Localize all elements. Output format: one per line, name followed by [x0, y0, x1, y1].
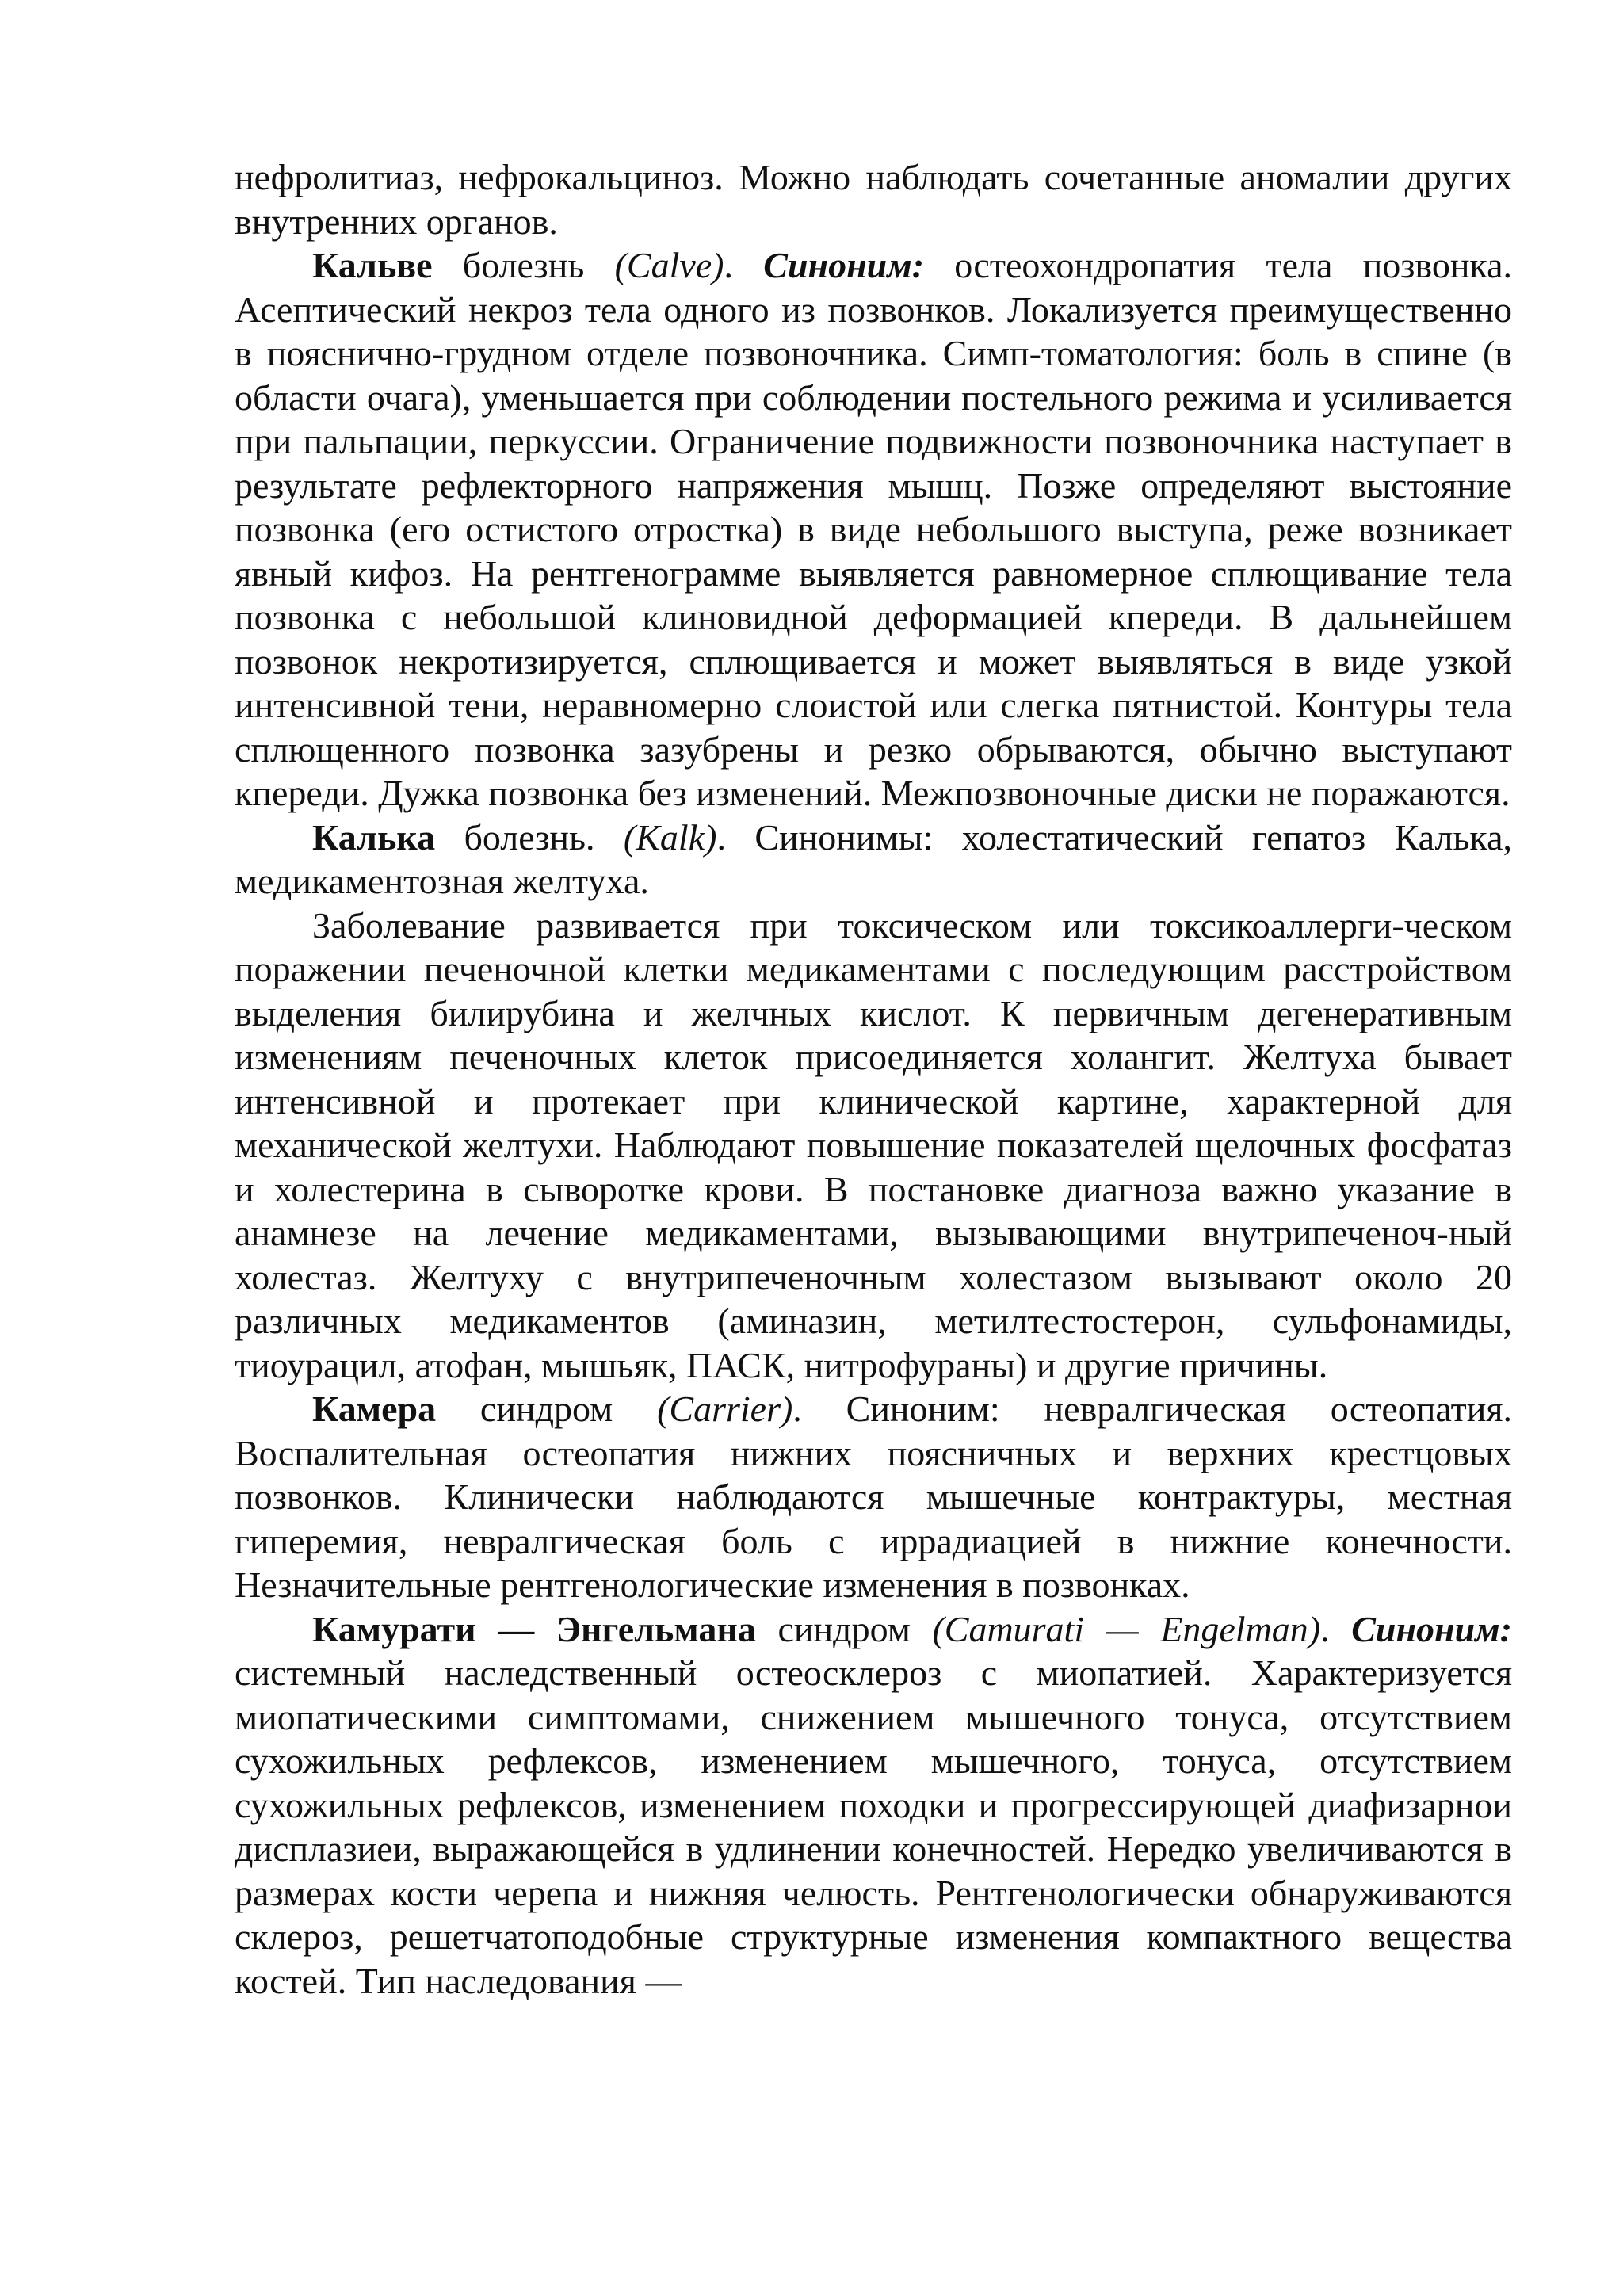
entry-text: системный наследственный остеосклероз с миопатией. Характеризуется миопатическими симптомами, снижением мышечного тонуса, отсутствием сухожильных рефлексов, изменением мышечного, тонуса, отсутствием сухожильных рефлексов, изменением походки и прогрессирующей диафизарнои дисплазиеи, выражающейся в удлинении конечностей. Нередко увеличиваются в размерах кости черепа и нижняя челюсть. Рентгенологически обнаруживаются склероз, решетчатоподобные структурные изменения компактного вещества костей. Тип наследования — [235, 1652, 1512, 2001]
entry-text: . Синонимы: холестатический гепатоз Калька, медикаментозная желтуха. [235, 816, 1513, 901]
entry-latin-name: (Camurati — Engelman) [932, 1608, 1321, 1649]
entry-separator: . [1320, 1608, 1352, 1649]
entry-camera [235, 1387, 1512, 1607]
entry-latin-name: (Calve) [614, 245, 724, 285]
entry-term: Камурати — Энгельмана [312, 1608, 756, 1649]
entry-term: Кальве [312, 245, 433, 285]
entry-type: болезнь [432, 245, 615, 285]
synonym-label: Синоним: [1351, 1608, 1512, 1649]
entry-text: остеохондропатия тела позвонка. Асептический некроз тела одного из позвонков. Локализуется преимущественно в пояснично-грудном отделе позвоночника. Симп-томатология: боль в спине (в области очага), уменьшается при соблюдении постельного режима и усиливается при пальпации, перкуссии. Ограничение подвижности позвоночника наступает в результате рефлекторного напряжения мышц. Позже определяют выстояние позвонка (его остистого отростка) в виде небольшого выступа, реже возникает явный кифоз. На рентгенограмме выявляется равномерное сплющивание тела позвонка с небольшой клиновидной деформацией кпереди. В дальнейшем позвонок некротизируется, сплющивается и может выявляться в виде узкой интенсивной тени, неравномерно слоистой или слегка пятнистой. Контуры тела сплющенного позвонка зазубрены и резко обрываются, обычно выступают кпереди. Дужка позвонка без изменений. Межпозвоночные диски не поражаются. [235, 245, 1513, 813]
entry-latin-name: (Carrier) [657, 1389, 793, 1429]
entry-type: синдром [436, 1389, 658, 1429]
entry-separator: . [724, 245, 764, 285]
synonym-label: Синоним: [763, 245, 925, 285]
entry-type: болезнь. [435, 816, 624, 858]
entry-latin-name: (Kalk) [623, 816, 717, 858]
entry-term: Калька [312, 816, 436, 858]
paragraph-text: Заболевание развивается при токсическом или токсикоаллерги-ческом поражении печеночной клетки медикаментами с последующим расстройством выделения билирубина и желчных кислот. К первичным дегенеративным изменениям печеночных клеток присоединяется холангит. Желтуха бывает интенсивной и протекает при клинической картине, характерной для механической желтухи. Наблюдают повышение показателей щелочных фосфатаз и холестерина в сыворотке крови. В постановке диагноза важно указание в анамнезе на лечение медикаментами, вызывающими внутрипеченоч-ный холестаз. Желтуху с внутрипеченочным холестазом вызывают около 20 различных медикаментов (аминазин, метилтестостерон, сульфонамиды, тиоурацил, атофан, мышьяк, ПАСК, нитрофураны) и другие причины. [235, 904, 1512, 1385]
paragraph-continuation [235, 155, 1512, 243]
entry-kalk [235, 816, 1512, 904]
paragraph-text: нефролитиаз, нефрокальциноз. Можно наблюдать сочетанные аномалии других внутренних органов. [235, 157, 1512, 242]
entry-camurati-engelmann [235, 1607, 1512, 2004]
entry-text: . Синоним: невралгическая остеопатия. Воспалительная остеопатия нижних поясничных и верхних крестцовых позвонков. Клинически наблюдаются мышечные контрактуры, местная гиперемия, невралгическая боль с иррадиацией в нижние конечности. Незначительные рентгенологические изменения в позвонках. [235, 1389, 1513, 1605]
text-body [235, 155, 1512, 2003]
entry-kalk-description [235, 904, 1512, 1388]
entry-term: Камера [312, 1389, 437, 1429]
entry-type: синдром [755, 1608, 933, 1649]
entry-calve [235, 243, 1512, 816]
